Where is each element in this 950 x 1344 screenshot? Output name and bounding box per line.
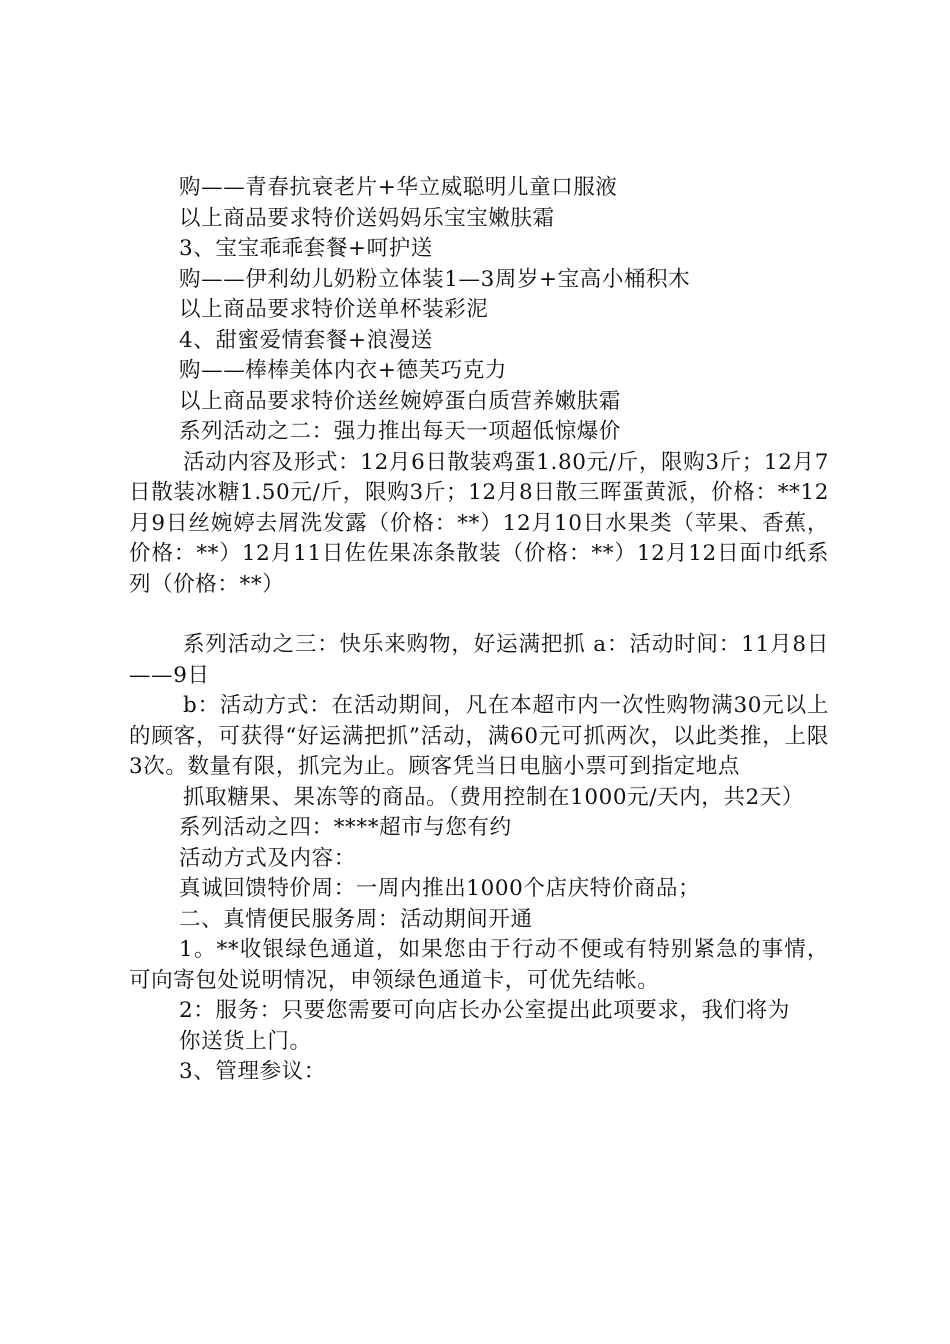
paragraph-1: 购——青春抗衰老片+华立威聪明儿童口服液	[179, 175, 618, 200]
paragraph-15: 活动方式及内容：	[179, 845, 356, 871]
paragraph-5: 以上商品要求特价送单杯装彩泥	[179, 297, 489, 322]
paragraph-7: 购——棒棒美体内衣+德芙巧克力	[179, 358, 508, 383]
paragraph-19: 2：服务：只要您需要可向店长办公室提出此项要求，我们将为	[179, 998, 790, 1023]
paragraph-4: 购——伊利幼儿奶粉立体装1—3周岁+宝高小桶积木	[179, 266, 691, 292]
document-body	[129, 173, 829, 1088]
paragraph-spacer	[129, 600, 829, 630]
paragraph-11: 系列活动之三：快乐来购物，好运满把抓 a：活动时间：11月8日——9日	[129, 632, 829, 688]
paragraph-10: 活动内容及形式：12月6日散装鸡蛋1.80元/斤，限购3斤；12月7日散装冰糖1.50元/斤，限购3斤；12月8日散三晖蛋黄派，价格：**12月9日丝婉婷去屑洗发露（价格：**）12月10日水果类（苹果、香蕉，价格：**）12月11日佐佐果冻条散装（价格：**）12月12日面巾纸系列（价格：**）	[129, 449, 829, 597]
paragraph-14: 系列活动之四：****超市与您有约	[179, 815, 512, 840]
paragraph-9: 系列活动之二：强力推出每天一项超低惊爆价	[179, 419, 622, 444]
paragraph-16: 真诚回馈特价周：一周内推出1000个店庆特价商品；	[179, 876, 701, 901]
paragraph-20: 你送货上门。	[179, 1028, 312, 1054]
paragraph-12: b：活动方式：在活动期间，凡在本超市内一次性购物满30元以上的顾客，可获得“好运满把抓”活动，满60元可抓两次，以此类推，上限3次。数量有限，抓完为止。顾客凭当日电脑小票可到指定地点	[129, 693, 829, 779]
paragraph-2: 以上商品要求特价送妈妈乐宝宝嫩肤霜	[179, 205, 555, 231]
paragraph-8: 以上商品要求特价送丝婉婷蛋白质营养嫩肤霜	[179, 388, 622, 414]
paragraph-3: 3、宝宝乖乖套餐+呵护送	[179, 236, 433, 261]
paragraph-17: 二、真情便民服务周：活动期间开通	[179, 906, 533, 932]
paragraph-13: 抓取糖果、果冻等的商品。（费用控制在1000元/天内，共2天）	[183, 784, 804, 810]
paragraph-21: 3、管理参议：	[179, 1059, 326, 1084]
paragraph-6: 4、甜蜜爱情套餐+浪漫送	[179, 327, 433, 353]
paragraph-18: 1。**收银绿色通道，如果您由于行动不便或有特别紧急的事情，可向寄包处说明情况，申领绿色通道卡，可优先结帐。	[129, 937, 829, 993]
